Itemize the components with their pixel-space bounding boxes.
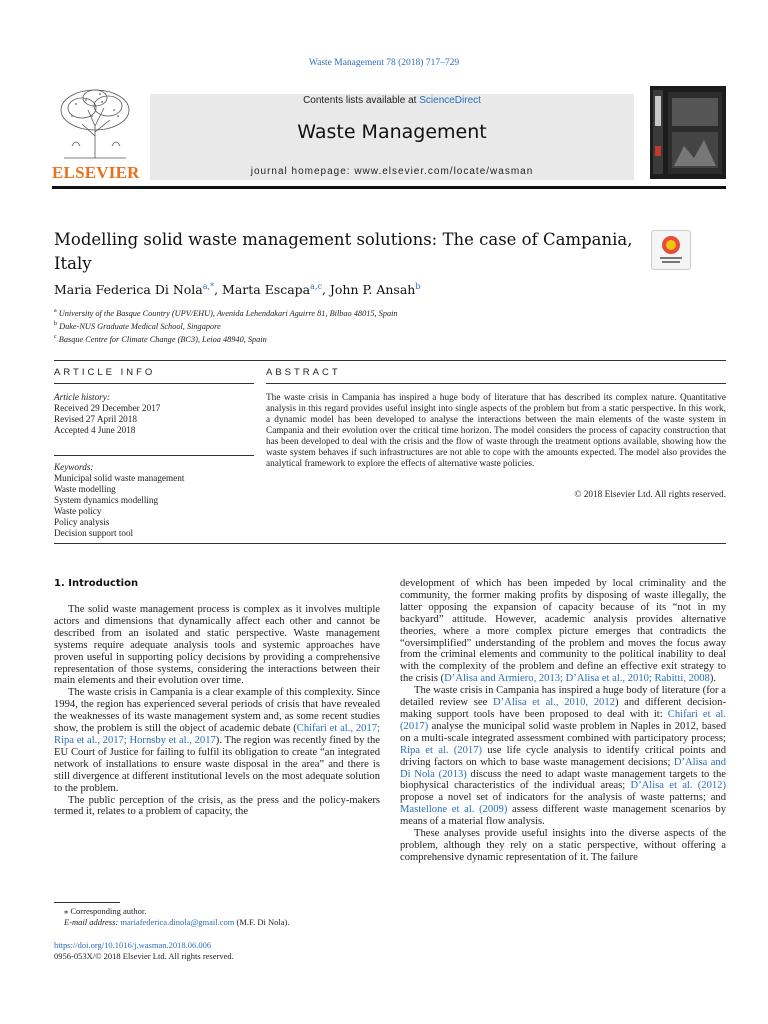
article-info-label: ARTICLE INFO <box>54 367 156 378</box>
keyword-item: Waste modelling <box>54 484 116 494</box>
journal-cover-image[interactable] <box>650 86 726 179</box>
info-rule <box>54 383 254 384</box>
keyword-item: Policy analysis <box>54 517 110 527</box>
publisher-name: ELSEVIER <box>52 163 140 182</box>
author-affil-sup[interactable]: b <box>415 282 421 291</box>
citation-link[interactable]: D’Alisa and Di Nola (2013) <box>400 756 727 780</box>
affiliation-item: $^c$ Basque Centre for Climate Change (BC3), Leioa 48940, Spain <box>54 333 267 344</box>
check-updates-icon <box>652 231 690 269</box>
keywords-heading: Keywords: <box>54 462 94 472</box>
section-bottom-rule <box>54 543 726 544</box>
history-item: Revised 27 April 2018 <box>54 414 137 424</box>
citation-link[interactable]: Chifari et al. (2017) <box>400 708 726 732</box>
paragraph: The waste crisis in Campania is a clear example of this complexity. Since 1994, the region has experienced several periods of crisis that have revealed the weaknesses of its waste management system and, as some recent studies show, the problem is still the object of academic debate (Chifari et al., 2017; Ripa et al., 2017; Hornsby et al., 2017). The region was recently fined by the EU Court of Justice for failing to fulfil its obligation to create “an integrated network of installations to ensure waste disposal in the area” and there is still divergence at different institutional levels on the most adequate solution to the problem. <box>54 687 381 794</box>
keywords <box>54 462 184 539</box>
history-item: Accepted 4 June 2018 <box>54 425 136 435</box>
author-list: Maria Federica Di Nola$^{a,*}$, Marta Escapa$^{a,c}$, John P. Ansah$^b$ <box>54 282 421 298</box>
paragraph: These analyses provide useful insights into the diverse aspects of the problem, although they rely on a static perspective, without offering a comprehensive dynamic representation of it. The failure <box>400 828 726 863</box>
journal-citation[interactable]: Waste Management 78 (2018) 717–729 <box>308 58 460 68</box>
section-rule <box>54 360 726 361</box>
footnote <box>54 906 289 928</box>
article-history <box>54 392 160 436</box>
check-for-updates-badge[interactable] <box>651 230 691 270</box>
elsevier-tree-icon <box>52 86 138 160</box>
author-affil-sup[interactable]: a,c <box>310 282 322 291</box>
citation-link[interactable]: Chifari et al., 2017; Ripa et al., 2017; Hornsby et al., 2017 <box>54 723 380 746</box>
contents-prefix: Contents lists available at <box>303 95 420 106</box>
author-name[interactable]: Marta Escapa <box>222 282 311 298</box>
paper-title: Modelling solid waste management solutions: The case of Campania, Italy <box>54 230 633 273</box>
author-name[interactable]: John P. Ansah <box>329 282 416 298</box>
abstract-text: The waste crisis in Campania has inspired a huge body of literature that has described its complex nature. Quantitative analysis in this regard provides useful insight into single aspects of the problem but from a static perspective. In this work, a dynamic model has been developed to analyse the interactions between the main elements of the waste system in Campania and their evolution over the critical time horizon. The model considers the process of capacity construction that has been developed to deal with the crisis and the flow of waste through the treatment options available, showing how the waste system behaves if such infrastructures are not able to cope with the amounts expected. The model also provides the analytical framework to explore the effects of alternative waste policies. <box>266 393 726 469</box>
keyword-item: Decision support tool <box>54 528 134 538</box>
body-column-right <box>400 578 726 864</box>
affiliations <box>54 306 398 344</box>
body-column-left <box>54 604 380 818</box>
cover-art-icon <box>650 86 726 179</box>
paragraph: The waste crisis in Campania has inspired a huge body of literature (for a detailed review see D’Alisa et al., 2010, 2012) and different decision-making support tools have been proposed to deal with it: Chifari et al. (2017) analyse the municipal solid waste problem in Naples in 2012, based on a multi-scale integrated assessment combined with participatory process; Ripa et al. (2017) use life cycle analysis to identify critical points and driving factors on which to base waste management decisions; D’Alisa and Di Nola (2013) discuss the need to adapt waste management targets to the biophysical characteristics of the individual areas; D’Alisa et al. (2012) propose a novel set of indicators for the analysis of waste patterns; and Mastellone et al. (2009) assess different waste management scenarios by means of a material flow analysis. <box>400 685 727 828</box>
elsevier-logo[interactable] <box>52 86 138 180</box>
citation-link[interactable]: Ripa et al. (2017) <box>400 744 483 756</box>
footnote-rule <box>54 902 120 903</box>
history-heading: Article history: <box>54 392 110 402</box>
paragraph: The public perception of the crisis, as the press and the policy-makers termed it, relates to a problem of capacity, the <box>54 794 380 818</box>
citation-link[interactable]: D’Alisa et al., 2010, 2012 <box>492 697 615 709</box>
affiliation-item: $^a$ University of the Basque Country (UPV/EHU), Avenida Lehendakari Aguirre 81, Bilbao 48015, Spain <box>54 308 398 318</box>
email-note: E-mail address: mariafederica.dinola@gmail.com (M.F. Di Nola). <box>64 917 290 927</box>
paragraph: development of which has been impeded by local criminality and the community, the former making profits by disposing of waste illegally, the latter opposing the expansion of capacity because of its “not in my backyard” attitude. However, academic analysis provides alternative theories, where a more complex picture emerges that contradicts the “oversimplified” understanding of the problem and moves the focus away from the criminal elements and community to the political inability to deal with the complexity of the problem and define an effective exit strategy to the crisis (D’Alisa and Armiero, 2013; D’Alisa et al., 2010; Rabitti, 2008). <box>400 578 726 685</box>
email-link[interactable]: mariafederica.dinola@gmail.com <box>120 917 235 927</box>
abstract-copyright: © 2018 Elsevier Ltd. All rights reserved. <box>574 490 726 500</box>
keyword-item: Municipal solid waste management <box>54 473 185 483</box>
affiliation-item: $^b$ Duke-NUS Graduate Medical School, Singapore <box>54 320 221 331</box>
doi-link[interactable]: https://doi.org/10.1016/j.wasman.2018.06.006 <box>54 940 212 950</box>
paragraph: The solid waste management process is complex as it involves multiple actors and dimensions that dynamically affect each other and cannot be described from an isolated and static perspective. Waste management systems require adequate analysis tools and systemic approaches have proven useful in supporting policy decisions by providing a comprehensive representation of those systems, considering the interactions between their main elements and their evolution over time. <box>54 604 380 687</box>
author-affil-sup[interactable]: a,* <box>202 282 215 291</box>
sciencedirect-link[interactable]: ScienceDirect <box>419 95 481 106</box>
keyword-item: System dynamics modelling <box>54 495 159 505</box>
citation-link[interactable]: D’Alisa et al. (2012) <box>630 780 726 792</box>
header-rule <box>52 186 726 189</box>
doi-block <box>54 940 234 962</box>
citation-link[interactable]: D’Alisa and Armiero, 2013; D’Alisa et al., 2010; Rabitti, 2008 <box>444 673 710 685</box>
citation-link[interactable]: Mastellone et al. (2009) <box>400 804 508 816</box>
keywords-rule <box>54 455 254 456</box>
corresponding-author-note: ⁎ Corresponding author. <box>64 906 147 916</box>
issn-line: 0956-053X/© 2018 Elsevier Ltd. All rights reserved. <box>54 951 234 961</box>
history-item: Received 29 December 2017 <box>54 403 161 413</box>
abstract-label: ABSTRACT <box>266 367 341 378</box>
section-heading-introduction: 1. Introduction <box>54 578 139 589</box>
abstract-rule <box>266 383 726 384</box>
journal-homepage[interactable]: journal homepage: www.elsevier.com/locate/wasman <box>250 166 534 177</box>
keyword-item: Waste policy <box>54 506 102 516</box>
contents-line <box>150 95 634 106</box>
journal-title: Waste Management <box>297 121 487 143</box>
author-name[interactable]: Maria Federica Di Nola <box>54 282 203 298</box>
